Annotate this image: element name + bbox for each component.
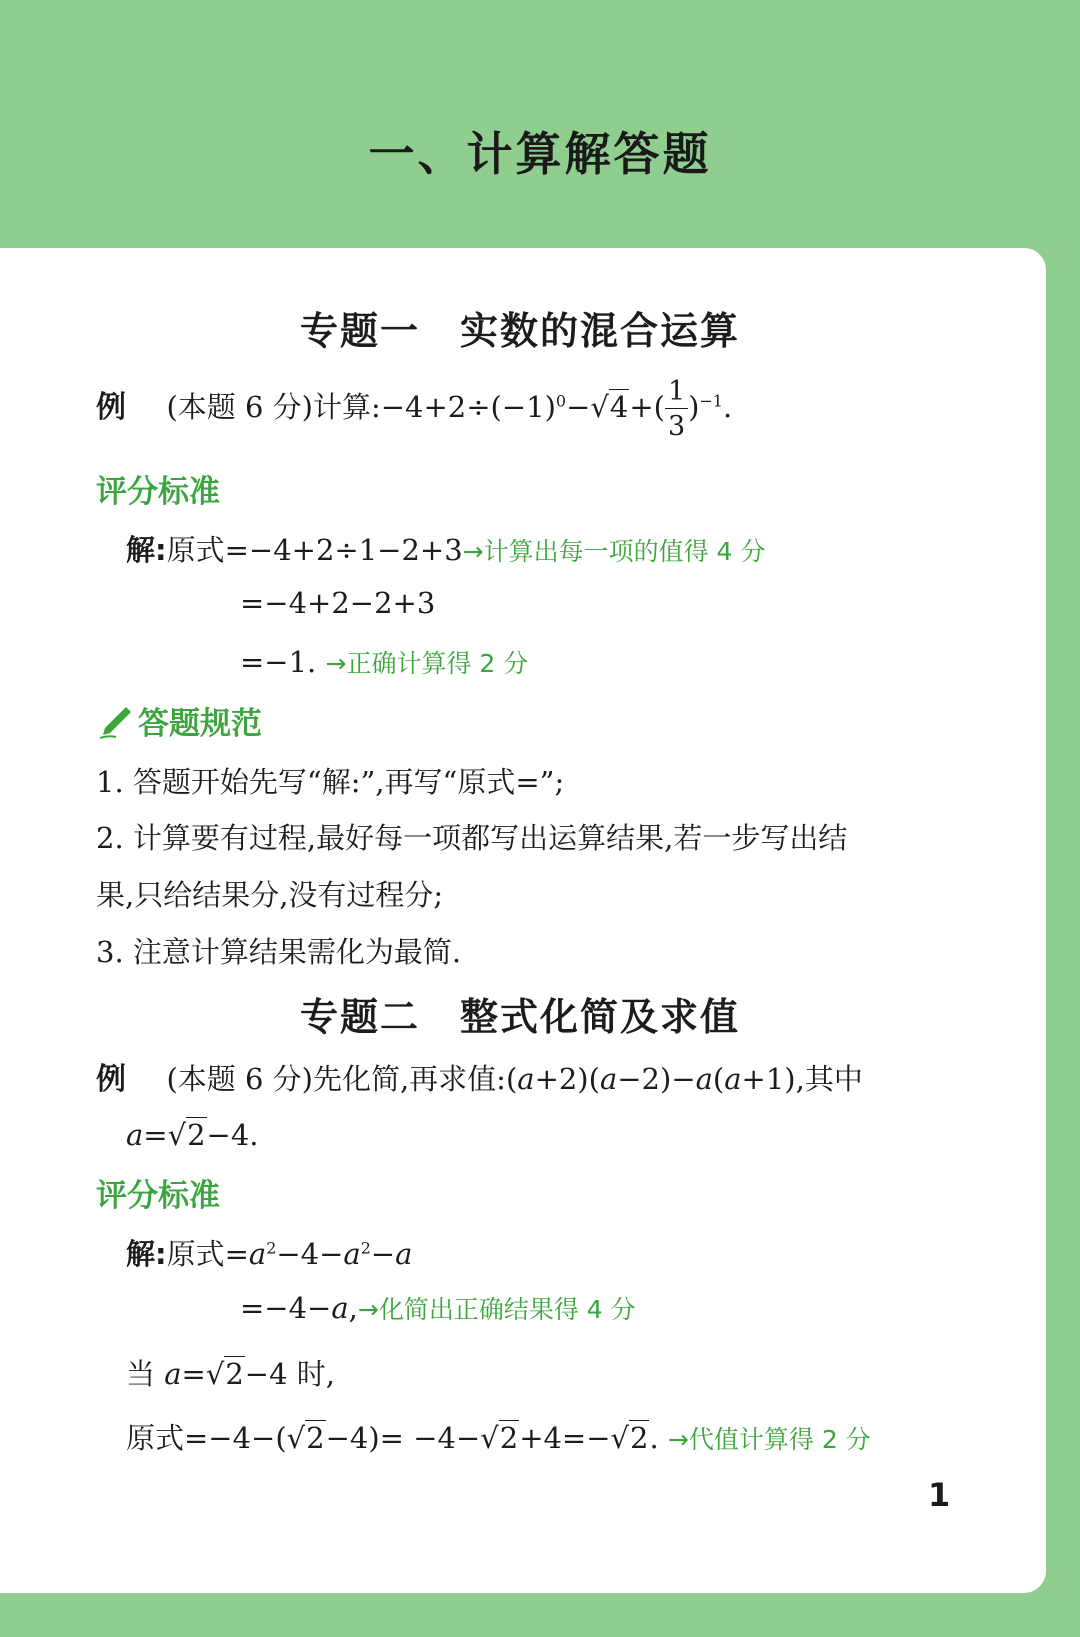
var-a: a <box>126 1118 144 1152</box>
expr-text: −4)= −4− <box>325 1421 481 1455</box>
var-a: a <box>248 1237 267 1271</box>
sqrt-radicand: 4 <box>609 390 629 424</box>
var-a: a <box>343 1237 361 1271</box>
expr-part-c: +( <box>629 390 665 424</box>
grading-note1: →计算出每一项的值得 4 分 <box>462 537 766 566</box>
norm-item-1: 1. 答题开始先写“解:”,再写“原式=”; <box>96 765 565 799</box>
norm-item-3: 3. 注意计算结果需化为最简. <box>96 935 462 969</box>
sqrt-radicand: 2 <box>306 1421 325 1455</box>
norm-item-2-cont: 果,只给结果分,没有过程分; <box>96 878 444 912</box>
topic1-grading-heading: 评分标准 <box>96 474 220 510</box>
example-label: 例 <box>96 1062 126 1097</box>
expr-text: 当 <box>126 1357 165 1391</box>
sqrt-sign: √ <box>286 1421 306 1455</box>
exponent: 2 <box>360 1238 371 1258</box>
topic1-solution-line3 <box>240 644 528 680</box>
var-a: a <box>695 1062 713 1096</box>
expr-text: = <box>181 1357 206 1391</box>
topic1-example <box>96 378 732 440</box>
expr-end: . <box>722 390 733 424</box>
topic1-title: 专题一 实数的混合运算 <box>300 309 741 353</box>
grading-note: →化简出正确结果得 4 分 <box>357 1295 636 1324</box>
chapter-title: 一、计算解答题 <box>368 127 712 181</box>
sqrt-radicand: 2 <box>225 1357 244 1391</box>
sqrt-radicand: 2 <box>630 1421 649 1455</box>
sqrt-sign: √ <box>590 390 609 424</box>
expr-text: +4=− <box>519 1421 611 1455</box>
topic1-solution-line2: =−4+2−2+3 <box>240 586 436 620</box>
sqrt-sign: √ <box>480 1421 499 1455</box>
sqrt-radicand: 2 <box>187 1118 206 1152</box>
expr-text: − <box>370 1237 396 1271</box>
sqrt-sign: √ <box>610 1421 630 1455</box>
grading-note3: →正确计算得 2 分 <box>325 649 529 678</box>
expr-exponent-neg-one: −1 <box>699 391 723 411</box>
expr-part-a: −4+2÷(−1) <box>380 390 556 424</box>
pencil-icon <box>96 704 134 748</box>
var-a: a <box>395 1237 413 1271</box>
page-number: 1 <box>928 1476 951 1514</box>
expr-text: . <box>649 1421 659 1455</box>
expr-text: −2)− <box>617 1062 696 1096</box>
solution-label: 解: <box>126 1237 167 1271</box>
norm-item-2: 2. 计算要有过程,最好每一项都写出运算结果,若一步写出结 <box>96 821 848 855</box>
topic1-solution-line1 <box>126 528 765 569</box>
sqrt-sign: √ <box>205 1357 225 1391</box>
topic2-example <box>96 1054 863 1098</box>
fraction-numerator: 1 <box>665 378 688 409</box>
expr-text: , <box>348 1291 358 1325</box>
example-label: 例 <box>96 390 126 425</box>
solution-step3: =−1. <box>240 645 317 679</box>
solution-step1: 原式=−4+2÷1−2+3 <box>166 533 463 567</box>
topic2-solution-line2 <box>240 1290 636 1326</box>
sqrt-radicand: 2 <box>499 1421 519 1455</box>
var-a: a <box>331 1291 349 1325</box>
norms-heading-row <box>96 698 262 748</box>
expr-text: 原式= <box>166 1237 249 1271</box>
var-a: a <box>517 1062 535 1096</box>
sqrt-sign: √ <box>167 1118 187 1152</box>
content-panel <box>0 248 1046 1593</box>
fraction-denominator: 3 <box>667 411 686 442</box>
topic2-title: 专题二 整式化简及求值 <box>300 995 741 1039</box>
expr-part-d: ) <box>688 390 700 424</box>
topic2-condition <box>126 1118 259 1152</box>
example-question: (本题 6 分)先化简,再求值:( <box>166 1062 518 1096</box>
norms-heading: 答题规范 <box>138 706 262 742</box>
equals-sign: = <box>143 1118 168 1152</box>
expr-text: 原式=−4−( <box>126 1421 287 1455</box>
solution-label: 解: <box>126 533 167 567</box>
expr-part-b: − <box>566 390 591 424</box>
topic2-solution-line4 <box>126 1416 871 1457</box>
expr-text: −4 时, <box>244 1357 335 1391</box>
var-a: a <box>724 1062 742 1096</box>
expr-text: +2)( <box>534 1062 600 1096</box>
var-a: a <box>599 1062 618 1096</box>
expr-text: +1),其中 <box>741 1062 863 1096</box>
topic2-grading-heading: 评分标准 <box>96 1178 220 1214</box>
topic2-solution-line3 <box>126 1352 335 1393</box>
exponent: 2 <box>266 1238 277 1258</box>
grading-note: →代值计算得 2 分 <box>667 1425 871 1454</box>
example-question: (本题 6 分)计算: <box>166 390 381 424</box>
var-a: a <box>164 1357 182 1391</box>
topic2-solution-line1 <box>126 1232 412 1273</box>
expr-text: −4− <box>276 1237 344 1271</box>
expr-exponent-zero: 0 <box>555 391 567 411</box>
expr-text: ( <box>712 1062 725 1096</box>
expr-text: −4. <box>206 1118 259 1152</box>
expr-text: =−4− <box>240 1291 332 1325</box>
fraction <box>665 378 688 440</box>
